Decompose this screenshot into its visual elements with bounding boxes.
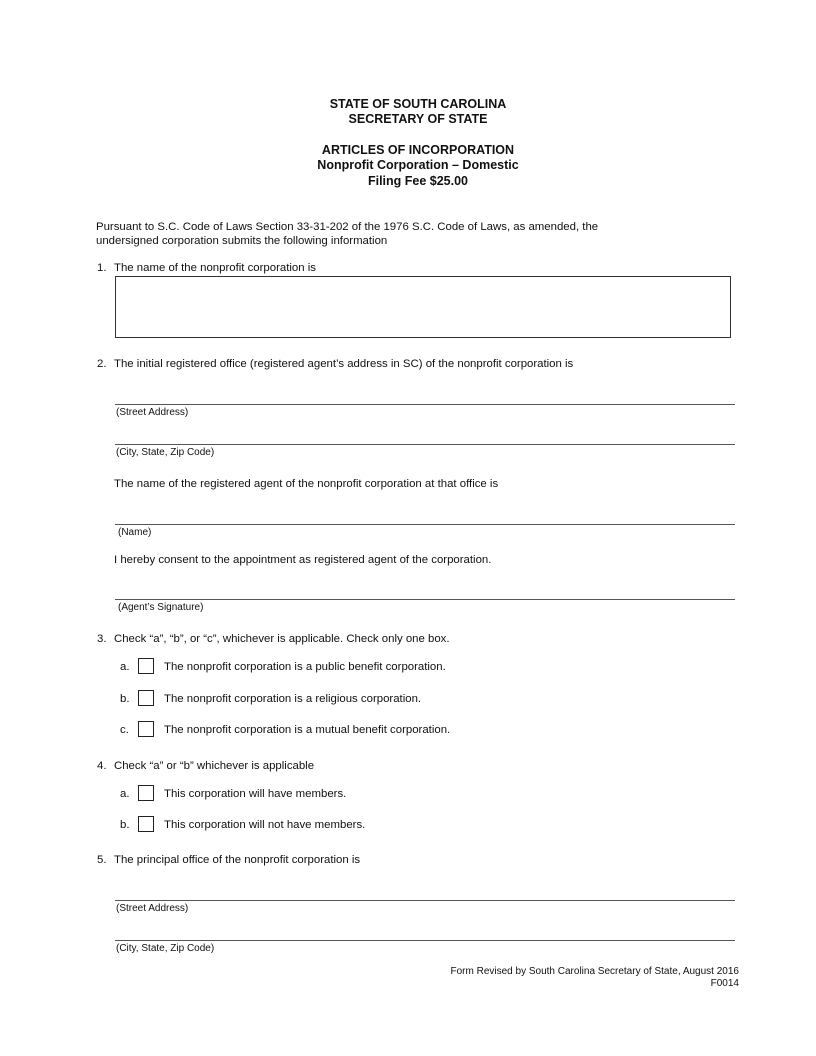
has-members-label: This corporation will have members.: [164, 788, 347, 800]
public-benefit-label: The nonprofit corporation is a public benefit corporation.: [164, 661, 446, 673]
mutual-benefit-checkbox[interactable]: [138, 721, 154, 737]
religious-label: The nonprofit corporation is a religious corporation.: [164, 693, 422, 705]
mutual-benefit-label: The nonprofit corporation is a mutual benefit corporation.: [164, 724, 451, 736]
q4-option-a-letter: a.: [120, 788, 130, 800]
principal-office-city-field[interactable]: [115, 940, 735, 941]
q3-option-c-letter: c.: [120, 724, 129, 736]
has-members-checkbox[interactable]: [138, 785, 154, 801]
header-state: STATE OF SOUTH CAROLINA: [329, 97, 507, 111]
q3-option-a-letter: a.: [120, 661, 130, 673]
header-office: SECRETARY OF STATE: [348, 112, 488, 126]
religious-checkbox[interactable]: [138, 690, 154, 706]
principal-office-street-field[interactable]: [115, 900, 735, 901]
registered-agent-name-field[interactable]: [115, 524, 735, 525]
registered-office-street-label: (Street Address): [116, 407, 189, 418]
q4-number: 4.: [97, 760, 107, 772]
form-subtitle: Nonprofit Corporation – Domestic: [317, 158, 519, 172]
registered-office-street-field[interactable]: [115, 404, 735, 405]
consent-text: I hereby consent to the appointment as registered agent of the corporation.: [114, 554, 492, 566]
registered-office-city-field[interactable]: [115, 444, 735, 445]
filing-fee: Filing Fee $25.00: [367, 174, 469, 188]
q1-number: 1.: [97, 262, 107, 274]
q3-number: 3.: [97, 633, 107, 645]
q2-number: 2.: [97, 358, 107, 370]
q4-option-b-letter: b.: [120, 819, 130, 831]
public-benefit-checkbox[interactable]: [138, 658, 154, 674]
intro-line-1: Pursuant to S.C. Code of Laws Section 33-31-202 of the 1976 S.C. Code of Laws, as amended, the: [96, 221, 599, 233]
no-members-checkbox[interactable]: [138, 816, 154, 832]
q4-text: Check “a” or “b” whichever is applicable: [114, 760, 315, 772]
registered-office-city-label: (City, State, Zip Code): [116, 447, 215, 458]
intro-line-2: undersigned corporation submits the following information: [96, 235, 388, 247]
registered-agent-text: The name of the registered agent of the nonprofit corporation at that office is: [114, 478, 499, 490]
no-members-label: This corporation will not have members.: [164, 819, 366, 831]
principal-office-city-label: (City, State, Zip Code): [116, 943, 215, 954]
q2-text: The initial registered office (registered agent’s address in SC) of the nonprofit corporation is: [114, 358, 574, 370]
form-title: ARTICLES OF INCORPORATION: [321, 143, 515, 157]
form-id: F0014: [710, 978, 739, 989]
q5-text: The principal office of the nonprofit corporation is: [114, 854, 361, 866]
principal-office-street-label: (Street Address): [116, 903, 189, 914]
agent-signature-field[interactable]: [115, 599, 735, 600]
q5-number: 5.: [97, 854, 107, 866]
q3-option-b-letter: b.: [120, 693, 130, 705]
registered-agent-name-label: (Name): [118, 527, 152, 538]
agent-signature-label: (Agent’s Signature): [118, 602, 204, 613]
form-revised-note: Form Revised by South Carolina Secretary of State, August 2016: [450, 966, 739, 977]
corporation-name-field[interactable]: [115, 276, 731, 338]
q1-text: The name of the nonprofit corporation is: [114, 262, 316, 274]
q3-text: Check “a”, “b”, or “c”, whichever is applicable. Check only one box.: [114, 633, 450, 645]
